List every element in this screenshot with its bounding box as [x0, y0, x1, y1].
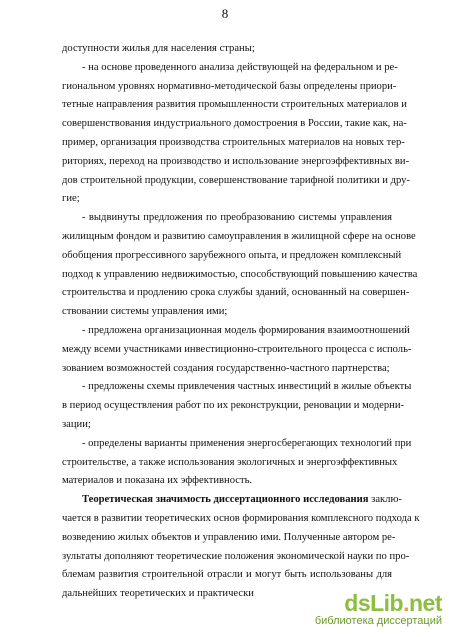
watermark-logo-dot: .: [403, 590, 409, 616]
text-line: - предложены схемы привлечения частных инвестиций в жилые объекты: [82, 381, 412, 393]
text-line: блемам развития строительной отрасли и могут быть использованы для: [62, 569, 392, 581]
text-line: в период осуществления работ по их реконструкции, реновации и модерни-: [62, 400, 405, 412]
text-line: материалов и показана их эффективность.: [62, 475, 253, 487]
text-line: зованием возможностей создания государственно-частного партнерства;: [62, 362, 390, 374]
text-line: - выдвинуты предложения по преобразованию системы управления: [82, 212, 392, 224]
text-line: совершенствования индустриального домостроения в России, такие как, на-: [62, 118, 407, 130]
watermark-caption: библиотека диссертаций: [314, 615, 442, 627]
text-line: - предложена организационная модель формирования взаимоотношений: [82, 324, 410, 336]
watermark: [292, 591, 442, 633]
text-line: между всеми участниками инвестиционно-строительного процесса с исполь-: [62, 343, 412, 355]
text-line: дальнейших теоретических и практически: [62, 588, 254, 600]
watermark-logo-suffix: net: [409, 590, 442, 616]
significance-heading: Теоретическая значимость диссертационного исследования: [82, 494, 369, 506]
text-line: подход к управлению недвижимостью, способствующий повышению качества: [62, 268, 418, 280]
text-line: строительстве, а также использования экологичных и энергоэффективных: [62, 456, 398, 468]
text-line: пример, организация производства строительных материалов на новых тер-: [62, 136, 405, 148]
text-line: зультаты дополняют теоретические положения экономической науки по про-: [62, 550, 410, 562]
text-line: дов строительной продукции, совершенствование тарифной политики и дру-: [62, 174, 410, 186]
page-number: 8: [221, 6, 229, 21]
significance-first-line: [62, 491, 402, 510]
text-line: обобщения прогрессивного зарубежного опыта, и предложен комплексный: [62, 249, 402, 261]
watermark-logo: [292, 591, 442, 615]
text-line: - на основе проведенного анализа действующей на федеральном и ре-: [82, 61, 398, 73]
watermark-logo-prefix: dsLib: [344, 590, 404, 616]
text-line: чается в развитии теоретических основ формирования комплексного подхода к: [62, 512, 420, 524]
text-line: гие;: [62, 193, 80, 205]
text-line: жилищным фондом и развитию самоуправления в жилищной сфере на основе: [62, 230, 416, 242]
text-line: ствовании системы управления ими;: [62, 306, 228, 318]
text-line: возведению жилых объектов и управлению ими. Полученные автором ре-: [62, 531, 396, 543]
paragraph-list: [62, 40, 418, 491]
text-line: строительства и продлению срока службы зданий, основанный на совершен-: [62, 287, 410, 299]
text-line: зации;: [62, 418, 91, 430]
text-line: - определены варианты применения энергосберегающих технологий при: [82, 437, 412, 449]
text-line: тетные направления развития промышленности строительных материалов и: [62, 99, 407, 111]
significance-heading-rest: заклю-: [368, 494, 402, 506]
text-line: риториях, переход на производство и использование энергоэффективных ви-: [62, 155, 410, 167]
text-line: гиональном уровнях нормативно-методической базы определены приори-: [62, 80, 397, 92]
text-line: доступности жилья для населения страны;: [62, 43, 255, 54]
